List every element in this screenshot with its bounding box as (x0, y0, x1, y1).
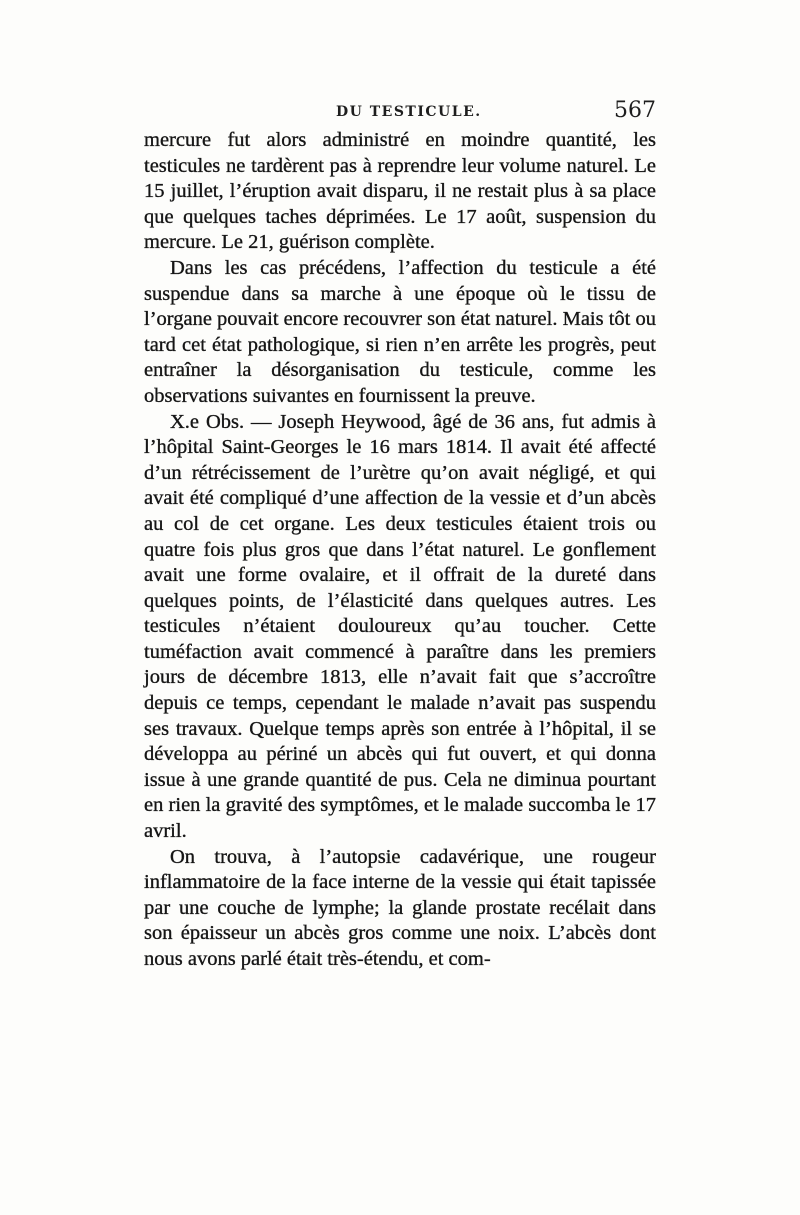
running-title: DU TESTICULE. (336, 104, 482, 120)
paragraph-continuation: mercure fut alors administré en moindre quantité, les testicules ne tardèrent pas à reprendre leur volume naturel. Le 15 juillet, l’éruption avait disparu, il ne restait plus à sa place que quelques taches déprimées. Le 17 août, suspension du mercure. Le 21, guérison complète. (144, 129, 656, 254)
paragraph-observation-x: X.e Obs. — Joseph Heywood, âgé de 36 ans, fut admis à l’hôpital Saint-Georges le 16 mars 1814. Il avait été affecté d’un rétrécissement de l’urètre qu’on avait négligé, et qui avait été compliqué d’une affection de la vessie et d’un abcès au col de cet organe. Les deux testicules étaient trois ou quatre fois plus gros que dans l’état naturel. Le gonflement avait une forme ovalaire, et il offrait de la dureté dans quelques points, de l’élasticité dans quelques autres. Les testicules n’étaient douloureux qu’au toucher. Cette tuméfaction avait commencé à paraître dans les premiers jours de décembre 1813, elle n’avait fait que s’accroître depuis ce temps, cependant le malade n’avait pas suspendu ses travaux. Quelque temps après son entrée à l’hôpital, il se développa au périné un abcès qui fut ouvert, et qui donna issue à une grande quantité de pus. Cela ne diminua pourtant en rien la gravité des symptômes, et le malade succomba le 17 avril. (144, 410, 656, 843)
body-text (144, 128, 656, 973)
paragraph-autopsy: On trouva, à l’autopsie cadavérique, une rougeur inflammatoire de la face interne de la vessie qui était tapissée par une couche de lymphe; la glande prostate recélait dans son épaisseur un abcès gros comme une noix. L’abcès dont nous avons parlé était très-étendu, et com- (144, 845, 656, 970)
page-number: 567 (614, 98, 656, 123)
running-head (144, 98, 656, 128)
paragraph-cases: Dans les cas précédens, l’affection du testicule a été suspendue dans sa marche à une époque où le tissu de l’organe pouvait encore recouvrer son état naturel. Mais tôt ou tard cet état pathologique, si rien n’en arrête les progrès, peut entraîner la désorganisation du testicule, comme les observations suivantes en fournissent la preuve. (144, 256, 656, 407)
